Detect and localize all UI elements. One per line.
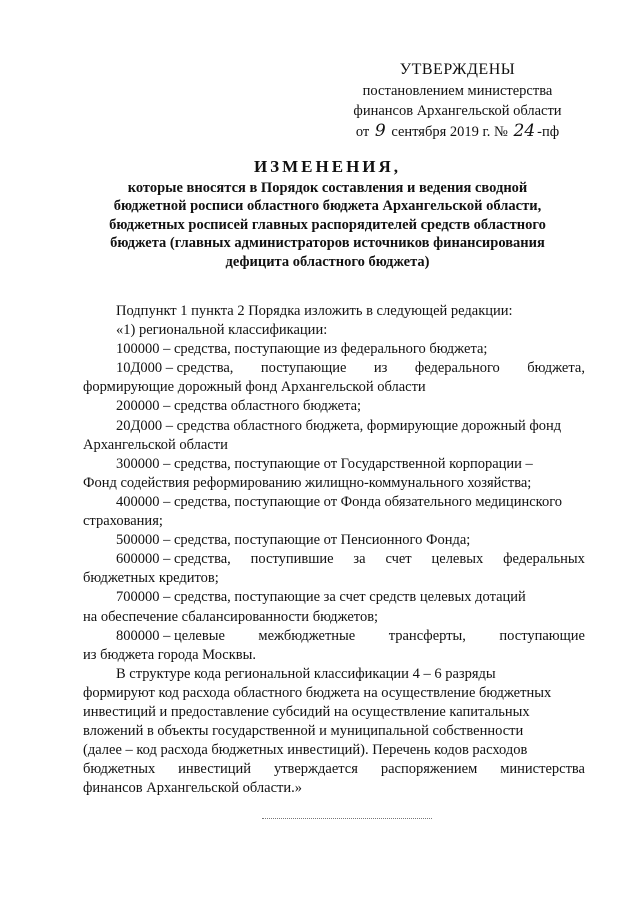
- paragraph-line: на обеспечение сбалансированности бюджетов;: [83, 608, 379, 625]
- paragraph-line: Фонд содействия реформированию жилищно-коммунального хозяйства;: [83, 474, 532, 491]
- paragraph-line: 400000 – средства, поступающие от Фонда обязательного медицинского: [116, 493, 563, 510]
- paragraph-line: [83, 760, 585, 779]
- word: из: [373, 360, 388, 377]
- footer-divider: [262, 818, 432, 819]
- month-year: сентября 2019 г. №: [391, 124, 508, 140]
- paragraph-line: формирующие дорожный фонд Архангельской области: [83, 379, 426, 396]
- paragraph-line: вложений в объекты государственной и муниципальной собственности: [83, 723, 524, 740]
- paragraph-line: [83, 627, 585, 646]
- word: министерства: [500, 761, 585, 778]
- paragraph-line: 300000 – средства, поступающие от Государственной корпорации –: [116, 455, 533, 472]
- title-line: которые вносятся в Порядок составления и ведения сводной: [127, 179, 528, 196]
- paragraph-line: Архангельской области: [83, 436, 228, 453]
- word: за: [353, 551, 366, 568]
- approval-line-1: постановлением министерства: [362, 83, 553, 99]
- paragraph-line: В структуре кода региональной классификации 4 – 6 разряды: [116, 665, 496, 682]
- approval-line-2: финансов Архангельской области: [353, 103, 562, 119]
- handwritten-number: 24: [513, 121, 536, 141]
- paragraph-line: 100000 – средства, поступающие из федерального бюджета;: [116, 341, 488, 358]
- word: распоряжением: [380, 761, 478, 778]
- word: поступающие: [260, 360, 347, 377]
- paragraph-intro: Подпункт 1 пункта 2 Порядка изложить в следующей редакции:: [116, 303, 513, 319]
- word: бюджета,: [527, 360, 585, 377]
- paragraph-line: 200000 – средства областного бюджета;: [116, 398, 362, 415]
- paragraph-line: бюджетных кредитов;: [83, 570, 219, 587]
- title-line: бюджета (главных администраторов источников финансирования: [110, 235, 545, 251]
- word: межбюджетные: [258, 627, 356, 644]
- word: федеральных: [503, 551, 585, 568]
- word: 800000 – целевые: [116, 627, 225, 644]
- word: счет: [385, 551, 412, 568]
- title-line: дефицита областного бюджета): [225, 253, 430, 270]
- date-prefix: от: [355, 124, 370, 140]
- paragraph-line: 20Д000 – средства областного бюджета, формирующие дорожный фонд: [116, 417, 562, 434]
- paragraph-line: [83, 359, 585, 378]
- handwritten-day: 9: [374, 121, 386, 141]
- word: целевых: [431, 551, 484, 568]
- document-body: [83, 302, 585, 798]
- paragraph-line: страхования;: [83, 513, 163, 530]
- word: утверждается: [273, 761, 358, 778]
- title-line: бюджетных росписей главных распорядителей средств областного: [109, 216, 546, 233]
- document-title: [80, 158, 575, 271]
- approval-date-line: [330, 121, 585, 142]
- title-line: бюджетной росписи областного бюджета Архангельской области,: [113, 198, 542, 214]
- approval-heading: УТВЕРЖДЕНЫ: [399, 61, 516, 78]
- paragraph-line: инвестиций и предоставление субсидий на осуществление капитальных: [83, 703, 530, 720]
- word: 600000 – средства,: [116, 551, 231, 568]
- word: 10Д000 – средства,: [116, 360, 234, 377]
- paragraph-line: финансов Архангельской области.»: [83, 780, 303, 797]
- paragraph-line: 500000 – средства, поступающие от Пенсионного Фонда;: [116, 532, 471, 549]
- paragraph-line: «1) региональной классификации:: [116, 322, 328, 339]
- number-suffix: -пф: [537, 124, 560, 140]
- paragraph-line: формируют код расхода областного бюджета на осуществление бюджетных: [83, 684, 552, 701]
- approval-stamp: [330, 60, 585, 142]
- paragraph-line: [83, 550, 585, 569]
- word: инвестиций: [178, 761, 252, 778]
- word: бюджетных: [83, 761, 156, 778]
- word: трансферты,: [388, 627, 466, 644]
- paragraph-line: из бюджета города Москвы.: [83, 646, 256, 663]
- title-main: ИЗМЕНЕНИЯ,: [253, 157, 402, 176]
- word: федерального: [414, 360, 500, 377]
- word: поступившие: [250, 551, 334, 568]
- paragraph-line: 700000 – средства, поступающие за счет средств целевых дотаций: [116, 589, 526, 606]
- word: поступающие: [499, 627, 585, 644]
- paragraph-line: (далее – код расхода бюджетных инвестиций). Перечень кодов расходов: [83, 742, 528, 759]
